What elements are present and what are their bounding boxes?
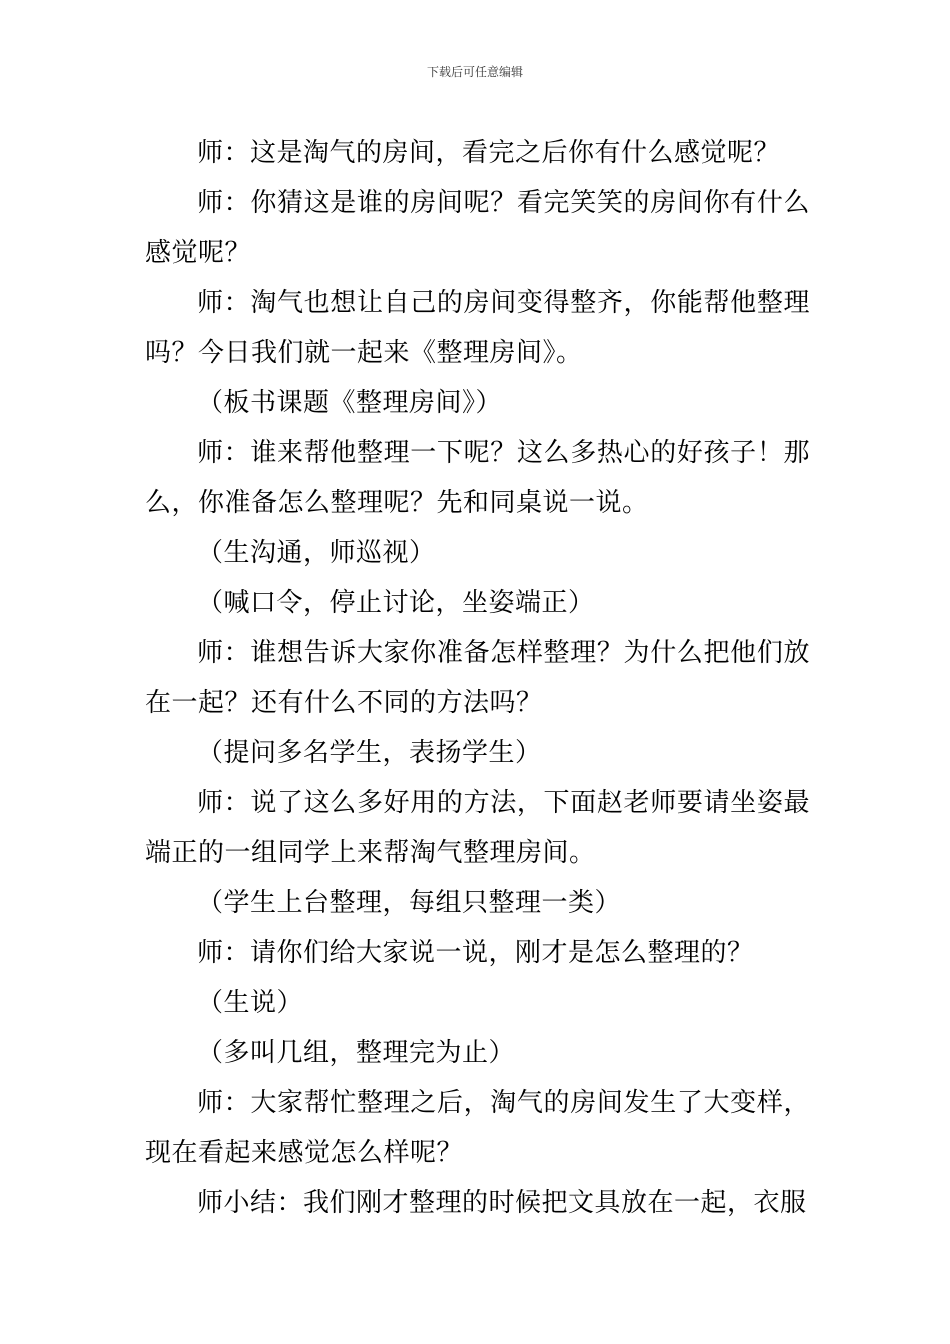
- page-header: 下载后可任意编辑: [426, 65, 523, 79]
- paragraph-1: 师：这是淘气的房间，看完之后你有什么感觉呢？: [197, 138, 781, 168]
- paragraph-7: （喊口令，停止讨论，坐姿端正）: [197, 588, 595, 618]
- paragraph-8: 师：谁想告诉大家你准备怎样整理？为什么把他们放在一起？还有什么不同的方法吗？: [145, 638, 810, 718]
- paragraph-4: （板书课题《整理房间》）: [197, 388, 503, 418]
- paragraph-14: （多叫几组，整理完为止）: [197, 1038, 516, 1068]
- paragraph-6: （生沟通，师巡视）: [197, 538, 436, 568]
- paragraph-15: 师：大家帮忙整理之后，淘气的房间发生了大变样，现在看起来感觉怎么样呢？: [145, 1088, 810, 1168]
- document-body: [145, 128, 810, 1228]
- paragraph-10: 师：说了这么多好用的方法，下面赵老师要请坐姿最端正的一组同学上来帮淘气整理房间。: [145, 788, 810, 868]
- paragraph-2: 师：你猜这是谁的房间呢？看完笑笑的房间你有什么感觉呢？: [145, 188, 810, 268]
- paragraph-12: 师：请你们给大家说一说，刚才是怎么整理的？: [197, 938, 754, 968]
- paragraph-16: 师小结：我们刚才整理的时候把文具放在一起，衣服: [197, 1188, 807, 1218]
- paragraph-11: （学生上台整理，每组只整理一类）: [197, 888, 622, 918]
- paragraph-5: 师：谁来帮他整理一下呢？这么多热心的好孩子！那么，你准备怎么整理呢？先和同桌说一说。: [145, 438, 810, 518]
- paragraph-3: 师：淘气也想让自己的房间变得整齐，你能帮他整理吗？今日我们就一起来《整理房间》。: [145, 288, 810, 368]
- paragraph-9: （提问多名学生，表扬学生）: [197, 738, 542, 768]
- paragraph-13: （生说）: [197, 988, 304, 1018]
